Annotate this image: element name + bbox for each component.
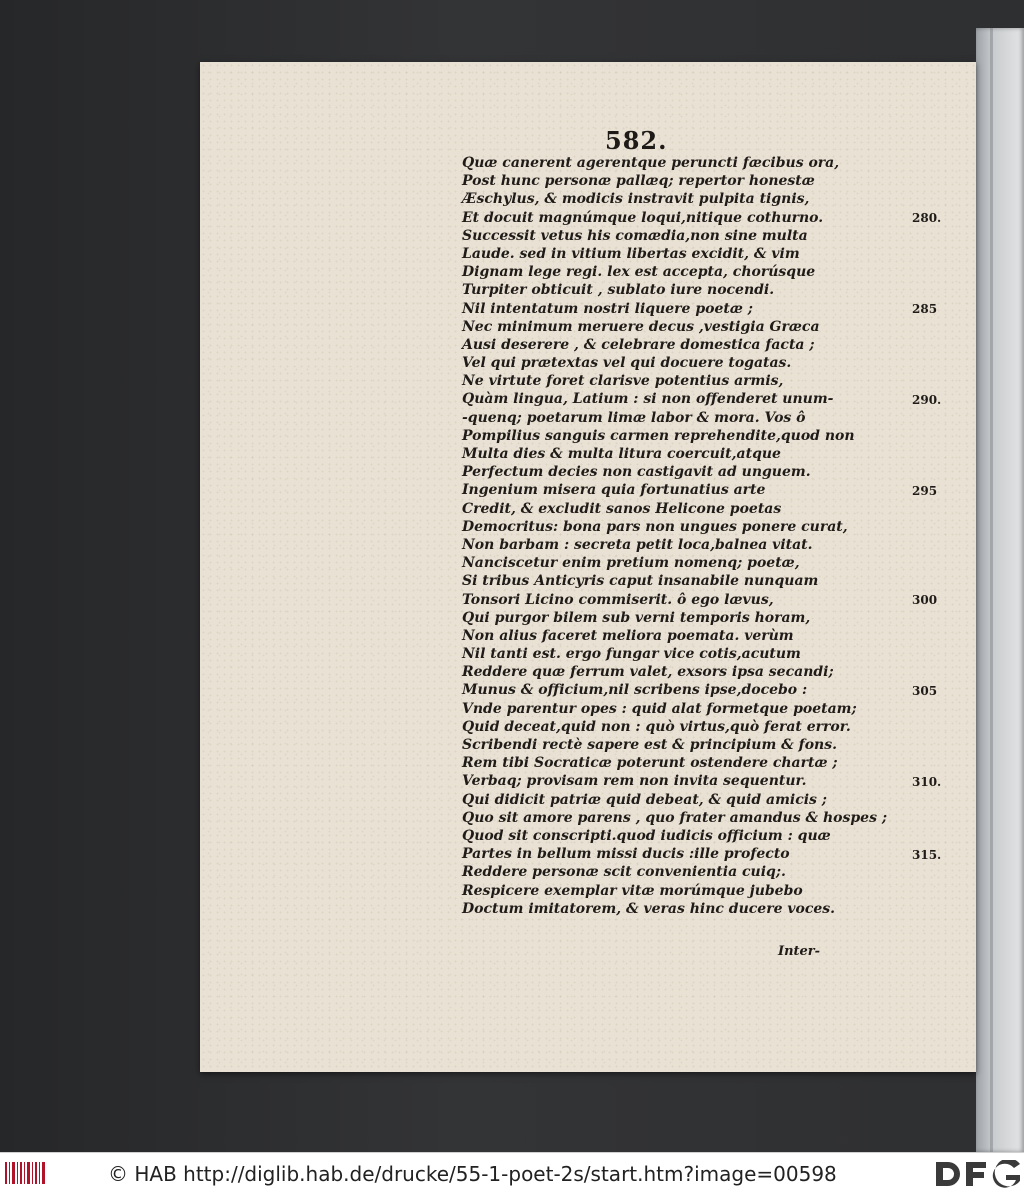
verse-line: Turpiter obticuit , sublato iure nocendi. <box>462 282 775 299</box>
verse-line: Ingenium misera quia fortunatius arte <box>462 482 766 499</box>
hab-barcode-logo-icon <box>4 1160 48 1186</box>
verse-line: Et docuit magnúmque loqui,nitique cothurno. <box>462 209 824 226</box>
verse-line: Quo sit amore parens , quo frater amandus & hospes ; <box>462 809 887 826</box>
page-number: 582. <box>605 126 668 155</box>
verse-line: Laude. sed in vitium libertas excidit, & vim <box>462 245 800 262</box>
verse-line: Si tribus Anticyris caput insanabile nunquam <box>462 573 819 590</box>
verse-line: Qui didicit patriæ quid debeat, & quid amicis ; <box>462 791 827 808</box>
catchword: Inter- <box>778 944 821 959</box>
verse-line: Munus & officium,nil scribens ipse,docebo : <box>462 682 808 699</box>
verse-line: Nanciscetur enim pretium nomenq; poetæ, <box>462 555 800 572</box>
verse-line: Tonsori Licino commiserit. ô ego lævus, <box>462 591 774 608</box>
margin-line-number: 290. <box>912 392 942 407</box>
margin-line-number: 300 <box>912 592 938 607</box>
page-fold <box>990 28 993 1152</box>
margin-line-number: 280. <box>912 210 942 225</box>
verse-line: Reddere personæ scit convenientia cuiq;. <box>462 864 786 881</box>
margin-line-number: 295 <box>912 483 938 498</box>
verse-line: Quæ canerent agerentque peruncti fæcibus ora, <box>462 155 840 171</box>
verse-line: Dignam lege regi. lex est accepta, chorúsque <box>462 264 816 281</box>
verse-line: Quid deceat,quid non : quò virtus,quò ferat error. <box>462 718 851 735</box>
verse-line: Post hunc personæ pallæq; repertor honestæ <box>462 173 815 190</box>
next-page-edge <box>976 28 1024 1152</box>
margin-line-number: 315. <box>912 847 942 862</box>
verse-line: Ausi deserere , & celebrare domestica facta ; <box>462 336 815 353</box>
verse-line: Perfectum decies non castigavit ad unguem. <box>462 464 811 481</box>
verse-line: Rem tibi Socraticæ poterunt ostendere chartæ ; <box>462 755 838 772</box>
verse-line: Multa dies & multa litura coercuit,atque <box>462 446 781 462</box>
verse-line: Verbaq; provisam rem non invita sequentur. <box>462 773 807 790</box>
verse-line: Vnde parentur opes : quid alat formetque poetam; <box>462 700 857 717</box>
verse-line: Successit vetus his comædia,non sine multa <box>462 227 808 244</box>
verse-line: Æschylus, & modicis instravit pulpita tignis, <box>462 191 810 208</box>
margin-line-number: 310. <box>912 774 942 789</box>
verse-line: Nil intentatum nostri liquere poetæ ; <box>462 300 753 317</box>
verse-line: Qui purgor bilem sub verni temporis horam, <box>462 609 811 626</box>
verse-line: Quod sit conscripti.quod iudicis officium : quæ <box>462 827 831 844</box>
verse-line: Non alius faceret meliora poemata. verùm <box>462 627 794 644</box>
verse-line: Nil tanti est. ergo fungar vice cotis,acutum <box>462 646 801 663</box>
margin-line-number: 305 <box>912 683 938 698</box>
verse-line: Respicere exemplar vitæ morúmque jubebo <box>462 882 803 899</box>
dfg-logo-icon <box>934 1160 1020 1188</box>
verse-line: Ne virtute foret clarisve potentius armis, <box>462 373 784 390</box>
margin-line-number: 285 <box>912 301 938 316</box>
verse-line: Credit, & excludit sanos Helicone poetas <box>462 500 782 517</box>
footer-bar <box>0 1152 1024 1194</box>
verse-line: Quàm lingua, Latium : si non offenderet unum- <box>462 391 834 408</box>
verse-line: -quenq; poetarum limæ labor & mora. Vos ô <box>462 409 806 426</box>
verse-line: Non barbam : secreta petit loca,balnea vitat. <box>462 536 813 553</box>
verse-line: Scribendi rectè sapere est & principium & fons. <box>462 737 837 753</box>
copyright-link[interactable]: © HAB http://diglib.hab.de/drucke/55-1-poet-2s/start.htm?image=00598 <box>108 1162 837 1186</box>
verse-line: Democritus: bona pars non ungues ponere curat, <box>462 518 848 535</box>
verse-block <box>462 154 887 918</box>
verse-line: Reddere quæ ferrum valet, exsors ipsa secandi; <box>462 664 834 681</box>
verse-line: Doctum imitatorem, & veras hinc ducere voces. <box>462 900 836 917</box>
book-page <box>200 62 976 1072</box>
verse-line: Partes in bellum missi ducis :ille profecto <box>462 846 790 863</box>
verse-line: Pompilius sanguis carmen reprehendite,quod non <box>462 427 855 444</box>
verse-line: Nec minimum meruere decus ,vestigia Græca <box>462 318 820 335</box>
verse-line: Vel qui prætextas vel qui docuere togatas. <box>462 355 792 372</box>
